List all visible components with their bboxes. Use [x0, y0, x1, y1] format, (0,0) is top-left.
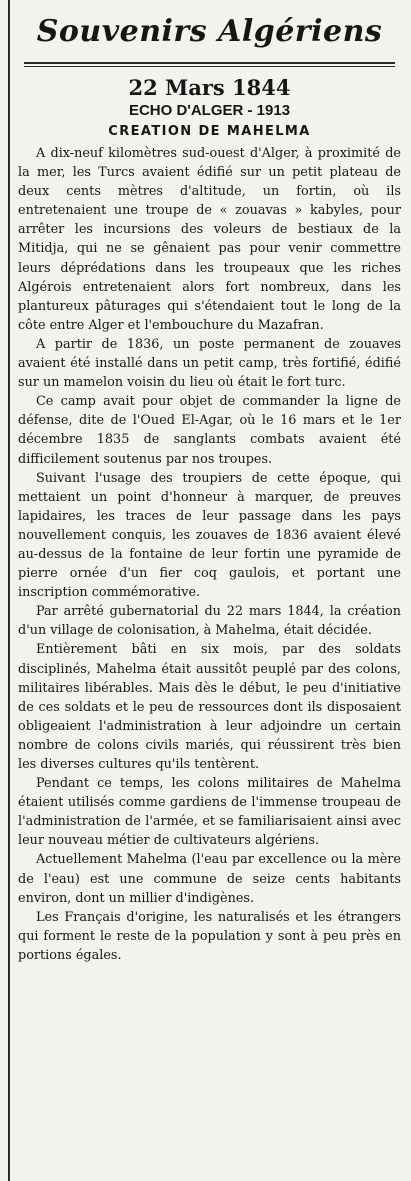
paragraph: Actuellement Mahelma (l'eau par excellence ou la mère de l'eau) est une commune de seize cents habitants environ, dont un millier d'indigènes.: [18, 852, 401, 906]
paragraph: Entièrement bâti en six mois, par des soldats disciplinés, Mahelma était aussitôt peuplé par des colons, militaires libérables. Mais dès le début, le peu d'initiative de ces soldats et le peu de ressources dont ils disposaient obligeaient l'administration à leur adjoindre un certain nombre de colons civils mariés, qui réussirent très bien les diverses cultures qu'ils tentèrent.: [18, 642, 401, 772]
paragraph: Les Français d'origine, les naturalisés et les étrangers qui forment le reste de la population y sont à peu près en portions égales.: [18, 909, 401, 963]
masthead-title: Souvenirs Algériens: [36, 14, 383, 49]
paragraph: Par arrêté gubernatorial du 22 mars 1844, la création d'un village de colonisation, à Mahelma, était décidée.: [18, 604, 401, 639]
column-rule: [8, 0, 10, 1181]
title-divider: [24, 62, 395, 67]
article-body: [18, 144, 401, 965]
paragraph: A dix-neuf kilomètres sud-ouest d'Alger, à proximité de la mer, les Turcs avaient édifié sur un petit plateau de deux cents mètres d'altitude, un fortin, où ils entretenaient une troupe de « zouavas » kabyles, pour arrêter les incursions des voleurs de bestiaux de la Mitidja, qui ne se gênaient pas pour venir commettre leurs déprédations dans les troupeaux que les riches Algérois entretenaient alors fort nombreux, dans les plantureux pâturages qui s'étendaient tout le long de la côte entre Alger et l'embouchure du Mazafran.: [18, 146, 401, 333]
paragraph: Ce camp avait pour objet de commander la ligne de défense, dite de l'Oued El-Agar, où le 16 mars et le 1er décembre 1835 de sanglants combats avaient été difficilement soutenus par nos troupes.: [18, 394, 401, 467]
paragraph: A partir de 1836, un poste permanent de zouaves avaient été installé dans un petit camp, très fortifié, édifié sur un mamelon voisin du lieu où était le fort turc.: [18, 336, 401, 391]
paragraph: Suivant l'usage des troupiers de cette époque, qui mettaient un point d'honneur à marquer, de preuves lapidaires, les traces de leur passage dans les pays nouvellement conquis, les zouaves de 1836 avaient élevé au-dessus de la fontaine de leur fortin une pyramide de pierre ornée d'un fier coq gaulois, et portant une inscription commémorative.: [18, 470, 401, 601]
paragraph: Pendant ce temps, les colons militaires de Mahelma étaient utilisés comme gardiens de l'immense troupeau de l'administration de l'armée, et se familiarisaient ainsi avec leur nouveau métier de cultivateurs algériens.: [18, 776, 401, 849]
article-date: 22 Mars 1844: [128, 75, 291, 100]
article-headline: CREATION DE MAHELMA: [108, 124, 311, 139]
article-source: ECHO D'ALGER - 1913: [128, 102, 291, 119]
